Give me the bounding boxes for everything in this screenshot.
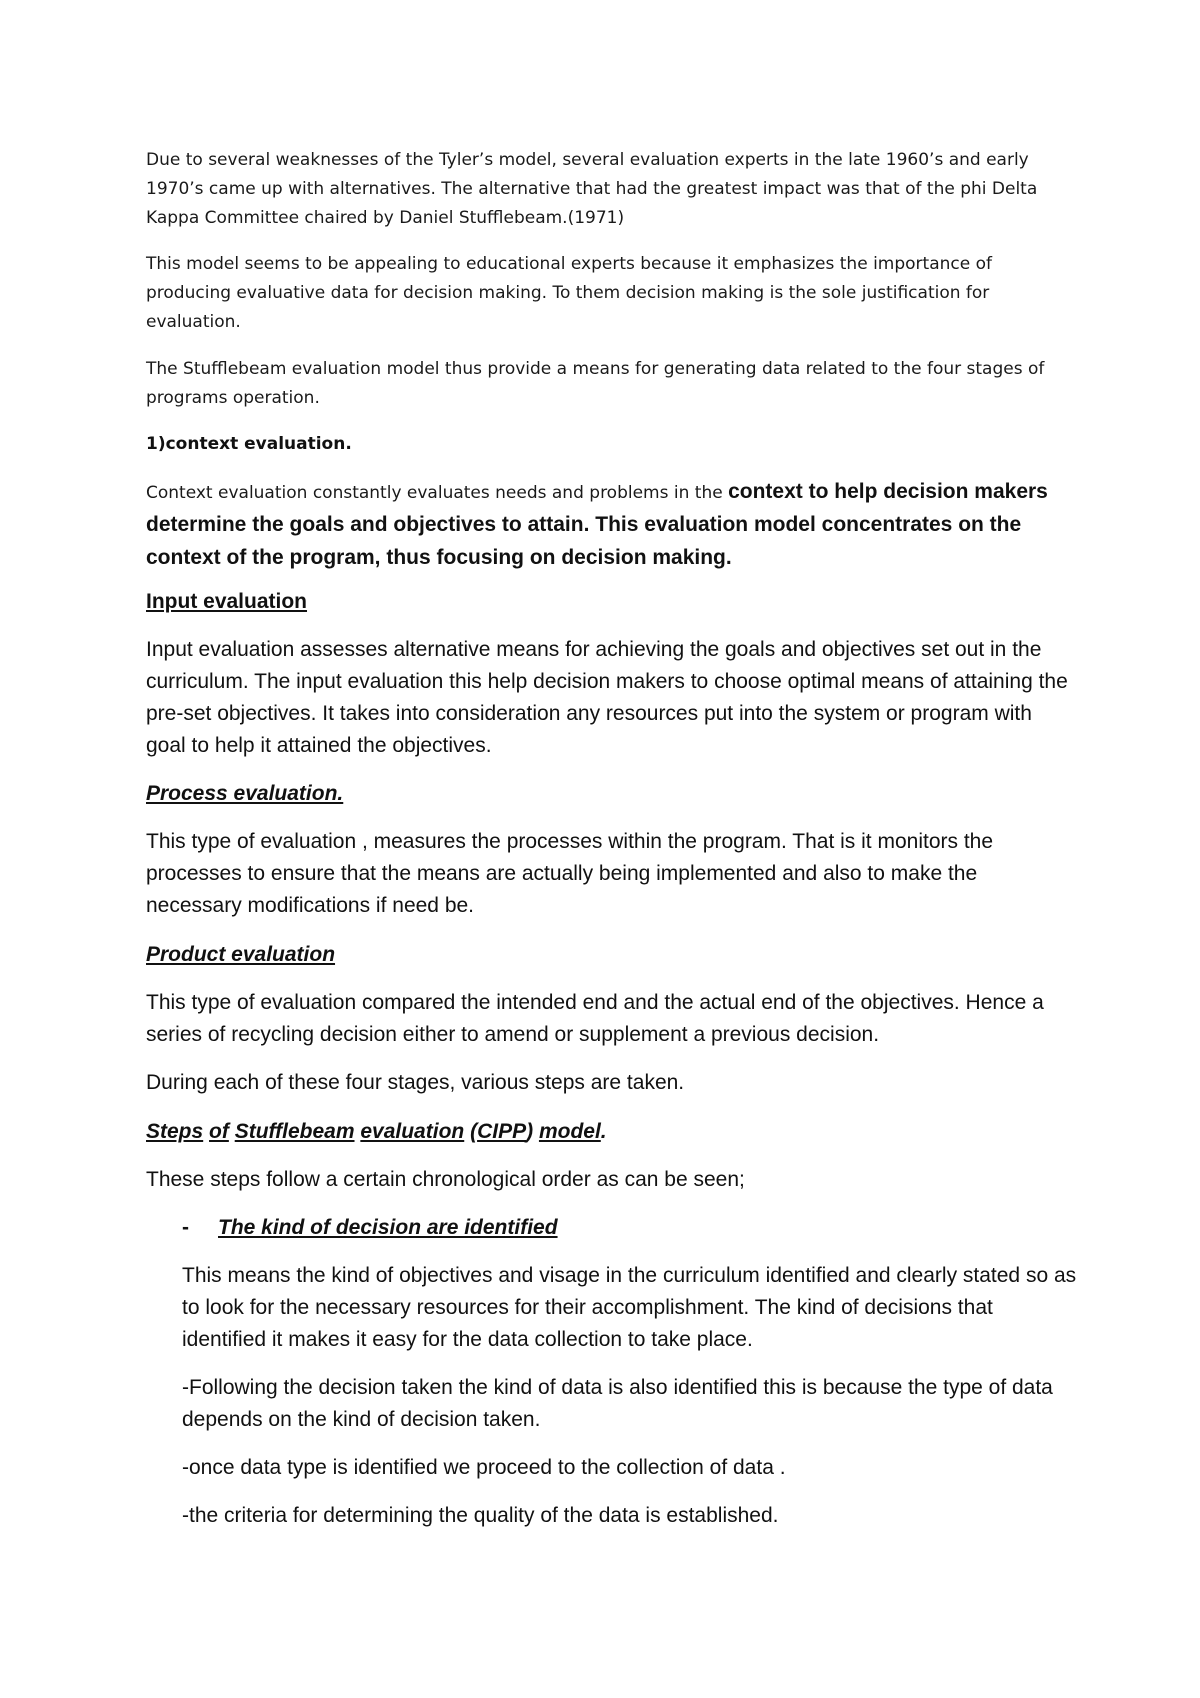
paragraph-input-evaluation: Input evaluation assesses alternative means for achieving the goals and objectives set out in the curriculum. The input evaluation this help decision makers to choose optimal means of attaining the pre-set objectives. It takes into consideration any resources put into the system or program with goal to help it attained the objectives. bbox=[146, 638, 1068, 757]
steps-word-cipp: CIPP bbox=[477, 1120, 527, 1143]
steps-period: . bbox=[600, 1120, 607, 1143]
steps-close-paren: ) bbox=[526, 1120, 534, 1143]
paragraph-product-evaluation: This type of evaluation compared the intended end and the actual end of the objectives. Hence a series of recycling decision either to amend or supplement a previous decision. bbox=[146, 991, 1044, 1046]
heading-steps-cipp bbox=[146, 1116, 1076, 1148]
steps-word-stufflebeam: Stufflebeam bbox=[234, 1120, 355, 1143]
paragraph-bullet-body-3: -once data type is identified we proceed to the collection of data . bbox=[182, 1456, 786, 1479]
steps-word-evaluation: evaluation bbox=[360, 1120, 465, 1143]
paragraph-tyler-weaknesses: Due to several weaknesses of the Tyler’s model, several evaluation experts in the late 1960’s and early 1970’s came up with alternatives. The alternative that had the greatest impact was that of the phi Delta Kappa Committee chaired by Daniel Stufflebeam.(1971) bbox=[146, 150, 1038, 228]
bullet-dash: - bbox=[182, 1216, 189, 1239]
steps-word-of: of bbox=[209, 1120, 229, 1143]
heading-process-evaluation: Process evaluation. bbox=[146, 782, 344, 805]
paragraph-steps-intro: These steps follow a certain chronological order as can be seen; bbox=[146, 1168, 745, 1191]
steps-word-model: model bbox=[538, 1120, 601, 1143]
paragraph-context-evaluation bbox=[146, 476, 1076, 575]
heading-product-evaluation: Product evaluation bbox=[146, 943, 336, 966]
paragraph-model-appeal: This model seems to be appealing to educational experts because it emphasizes the importance of producing evaluative data for decision making. To them decision making is the sole justification for evaluation. bbox=[146, 254, 992, 332]
paragraph-process-evaluation: This type of evaluation , measures the processes within the program. That is it monitors the processes to ensure that the means are actually being implemented and also to make the necessary modifications if need be. bbox=[146, 830, 994, 917]
paragraph-bullet-body-4: -the criteria for determining the quality of the data is established. bbox=[182, 1504, 779, 1527]
context-intro-text: Context evaluation constantly evaluates needs and problems in the bbox=[146, 483, 729, 503]
paragraph-bullet-body-2: -Following the decision taken the kind of data is also identified this is because the type of data depends on the kind of decision taken. bbox=[182, 1376, 1053, 1431]
steps-open-paren: ( bbox=[470, 1120, 478, 1143]
list-item-decision-identified bbox=[182, 1212, 1082, 1244]
bullet-title: The kind of decision are identified bbox=[218, 1216, 558, 1239]
paragraph-bullet-body-1: This means the kind of objectives and visage in the curriculum identified and clearly stated so as to look for the necessary resources for their accomplishment. The kind of decisions that identified it makes it easy for the data collection to take place. bbox=[182, 1264, 1077, 1351]
steps-word-steps: Steps bbox=[146, 1120, 204, 1143]
heading-context-evaluation: 1)context evaluation. bbox=[146, 434, 352, 454]
paragraph-four-stages-intro: The Stufflebeam evaluation model thus provide a means for generating data related to the four stages of programs operation. bbox=[146, 359, 1045, 408]
heading-input-evaluation: Input evaluation bbox=[146, 590, 308, 613]
paragraph-four-stages-steps: During each of these four stages, various steps are taken. bbox=[146, 1071, 685, 1094]
context-emphasis-text: context to help decision makers determine the goals and objectives to attain. This evaluation model concentrates on the context of the program, thus focusing on decision making. bbox=[146, 480, 1048, 569]
